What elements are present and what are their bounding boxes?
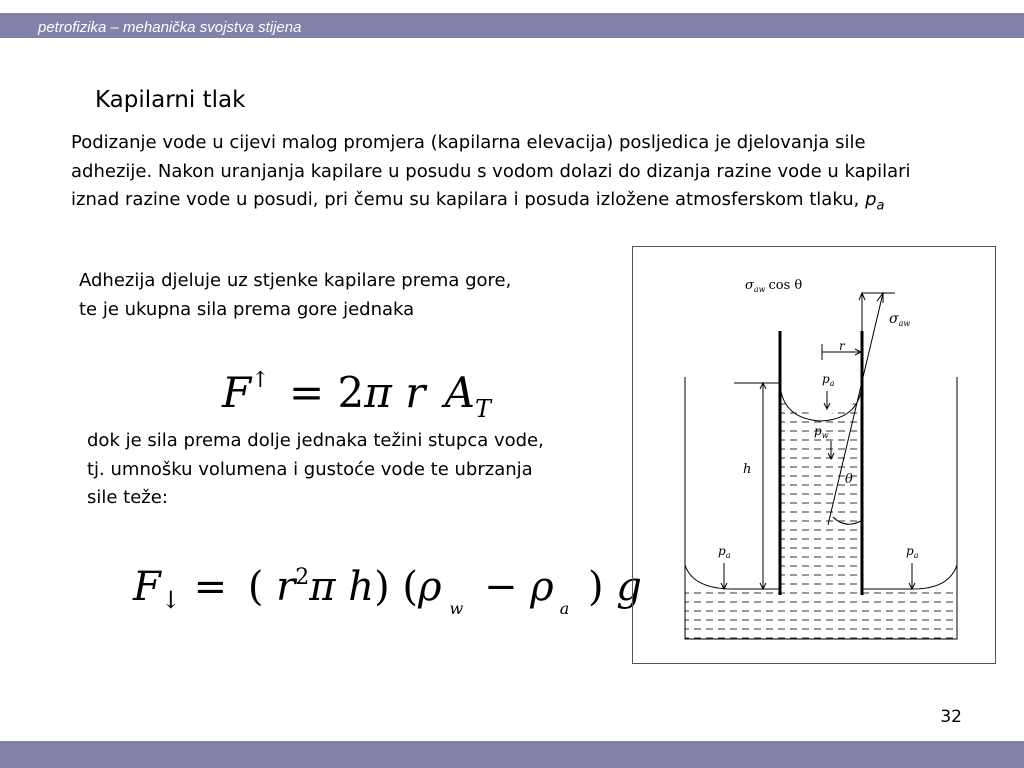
pa-left-p: p xyxy=(718,544,726,558)
formula-down-eq: = xyxy=(193,564,228,610)
sigma-aw-sigma: σ xyxy=(889,311,899,327)
formula-down-open2: ( xyxy=(402,564,418,610)
sigma-cos-label xyxy=(745,278,802,294)
formula-down-close2: ) xyxy=(587,564,604,610)
pa-left-sub: a xyxy=(725,551,731,560)
formula-down-close1: ) xyxy=(374,564,390,610)
vessel-meniscus-right xyxy=(862,565,957,589)
intro-paragraph xyxy=(71,129,951,221)
formula-down-pi: π xyxy=(309,564,336,610)
pa-right-sub: a xyxy=(913,551,919,560)
intro-pa-subscript: a xyxy=(876,198,885,214)
vessel-water xyxy=(685,589,957,639)
pa-top-label xyxy=(822,372,835,388)
pa-right-label xyxy=(906,544,919,560)
intro-pa-symbol: p xyxy=(865,189,877,210)
formula-up-A-sub: T xyxy=(475,395,492,423)
intro-pa-variable xyxy=(865,189,885,214)
adhesion-paragraph: Adhezija djeluje uz stjenke kapilare prema gore, te je ukupna sila prema gore jednaka xyxy=(79,270,512,320)
formula-down-arrow: ↓ xyxy=(160,586,181,614)
capillary-figure xyxy=(632,246,996,664)
header-bar xyxy=(0,13,1024,38)
capillary-diagram xyxy=(633,247,995,663)
formula-downward-force xyxy=(133,560,642,622)
formula-upward-force xyxy=(222,365,491,429)
formula-up-F: F xyxy=(222,368,252,417)
formula-down-rho-w-sub: w xyxy=(449,599,464,618)
sigma-cos-cos: cos θ xyxy=(768,278,803,293)
formula-up-two: 2 xyxy=(337,368,365,417)
formula-down-r-exp: 2 xyxy=(295,565,310,590)
formula-up-pi: π xyxy=(364,368,392,417)
formula-down-minus: − xyxy=(483,564,518,610)
formula-up-eq: = xyxy=(288,368,325,417)
pa-top-sub: a xyxy=(829,379,835,388)
sigma-aw-label xyxy=(889,311,910,328)
formula-down-rho-w: ρ xyxy=(418,564,442,610)
weight-paragraph: dok je sila prema dolje jednaka težini stupca vode, tj. umnošku volumena i gustoće vode te ubrzanja sile teže: xyxy=(87,430,544,508)
pw-p: p xyxy=(814,424,822,438)
pw-sub: w xyxy=(821,431,829,440)
formula-down-rho-a-sub: a xyxy=(559,599,570,618)
pa-top-p: p xyxy=(822,372,830,386)
footer-bar xyxy=(0,741,1024,768)
formula-up-r: r xyxy=(405,368,426,417)
vessel-meniscus-left xyxy=(685,565,780,589)
slide-title: Kapilarni tlak xyxy=(95,87,246,113)
formula-down-g: g xyxy=(616,564,642,610)
pa-left-label xyxy=(718,544,731,560)
formula-up-arrow: ↑ xyxy=(251,368,270,393)
r-label: r xyxy=(839,339,845,353)
header-title: petrofizika – mehanička svojstva stijena xyxy=(38,19,302,36)
sigma-cos-sub: aw xyxy=(753,285,766,294)
formula-down-F: F xyxy=(133,564,161,610)
formula-down-h: h xyxy=(348,564,375,610)
h-label: h xyxy=(743,462,752,477)
intro-text: Podizanje vode u cijevi malog promjera (kapilarna elevacija) posljedica je djelovanja sile adhezije. Nakon uranjanja kapilare u posudu s vodom dolazi do dizanja razine vode u kapilari iznad razine vode u posudi, pri čemu su kapilara i posuda izložene atmosferskom tlaku, xyxy=(71,132,911,210)
sigma-cos-sigma: σ xyxy=(745,278,754,293)
theta-label: θ xyxy=(845,472,853,487)
pa-right-p: p xyxy=(906,544,914,558)
formula-down-rho-a: ρ xyxy=(530,564,554,610)
formula-down-r: r xyxy=(276,564,296,610)
sigma-aw-sub: aw xyxy=(898,319,911,328)
page-number: 32 xyxy=(940,707,962,727)
formula-up-A: A xyxy=(444,368,475,417)
formula-down-open1: ( xyxy=(247,564,264,610)
